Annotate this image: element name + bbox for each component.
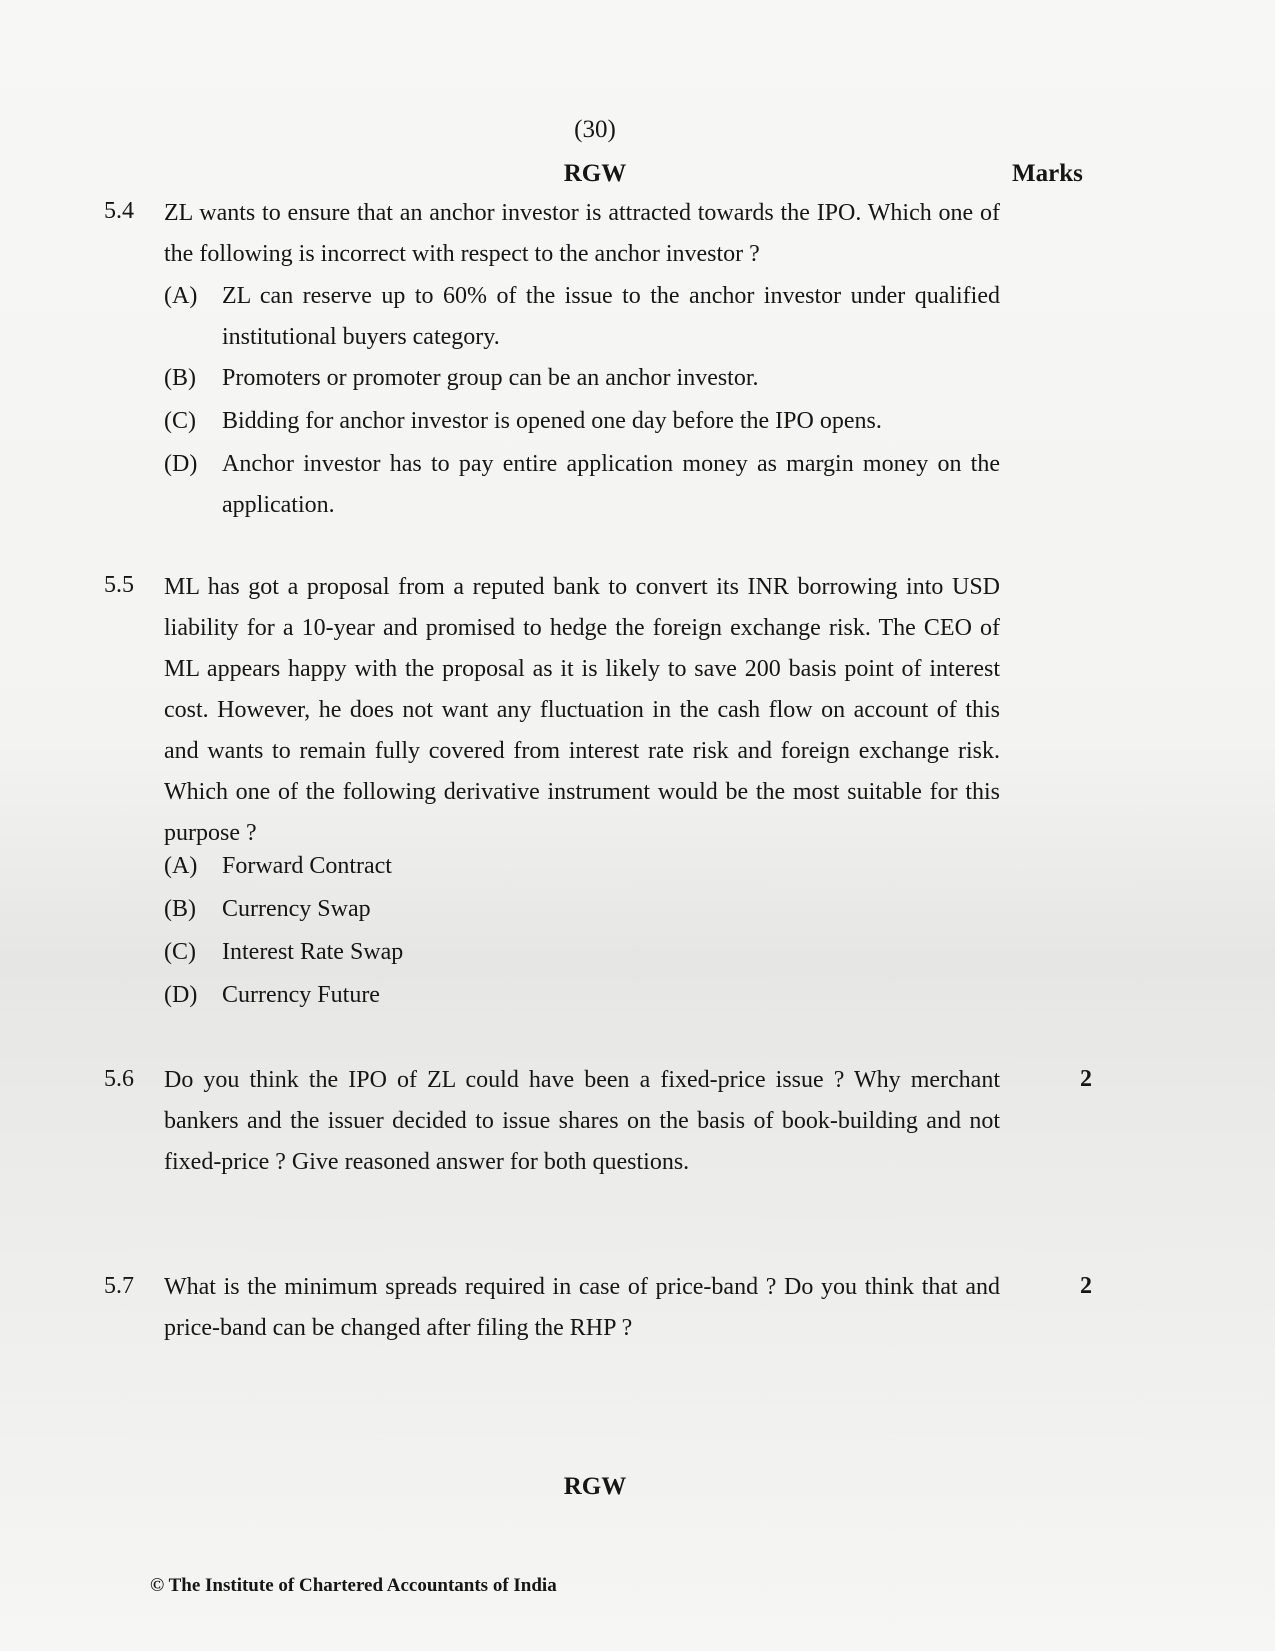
option-text: Bidding for anchor investor is opened one day before the IPO opens. <box>222 408 882 434</box>
option-d <box>164 975 1000 1016</box>
option-text: Currency Swap <box>222 896 371 922</box>
option-text: Interest Rate Swap <box>222 939 404 965</box>
header-code: RGW <box>563 160 627 187</box>
question-number: 5.6 <box>104 1066 134 1092</box>
option-b <box>164 889 1000 930</box>
option-d <box>164 444 1000 526</box>
question-marks: 2 <box>1080 1066 1092 1092</box>
option-a <box>164 846 1000 887</box>
page-number: (30) <box>574 116 616 143</box>
question-number: 5.7 <box>104 1273 134 1299</box>
option-text: Currency Future <box>222 982 380 1008</box>
question-text: Do you think the IPO of ZL could have been a fixed-price issue ? Why merchant bankers and the issuer decided to issue shares on the basis of book-building and not fixed-price ? Give reasoned answer for both questions. <box>164 1067 1000 1175</box>
option-c <box>164 932 1000 973</box>
option-b <box>164 358 1000 399</box>
copyright-notice: © The Institute of Chartered Accountants of India <box>150 1575 557 1596</box>
option-label: (A) <box>164 853 198 879</box>
question-number: 5.4 <box>104 198 134 224</box>
option-label: (B) <box>164 365 196 391</box>
question-marks: 2 <box>1080 1273 1092 1299</box>
option-text: Promoters or promoter group can be an anchor investor. <box>222 365 759 391</box>
option-text: Forward Contract <box>222 853 392 879</box>
option-label: (B) <box>164 896 196 922</box>
option-a <box>164 276 1000 358</box>
option-text: ZL can reserve up to 60% of the issue to the anchor investor under qualified institutional buyers category. <box>222 283 1000 350</box>
option-label: (D) <box>164 982 198 1008</box>
option-label: (D) <box>164 451 198 477</box>
question-text: ML has got a proposal from a reputed bank to convert its INR borrowing into USD liability for a 10-year and promised to hedge the foreign exchange risk. The CEO of ML appears happy with the proposal as it is likely to save 200 basis point of interest cost. However, he does not want any fluctuation in the cash flow on account of this and wants to remain fully covered from interest rate risk and foreign exchange risk. Which one of the following derivative instrument would be the most suitable for this purpose ? <box>164 574 1000 846</box>
footer-code: RGW <box>563 1473 627 1500</box>
option-text: Anchor investor has to pay entire application money as margin money on the application. <box>222 451 1000 518</box>
question-text: ZL wants to ensure that an anchor investor is attracted towards the IPO. Which one of the following is incorrect with respect to the anchor investor ? <box>164 200 1000 267</box>
question-text: What is the minimum spreads required in case of price-band ? Do you think that and price-band can be changed after filing the RHP ? <box>164 1274 1000 1341</box>
option-label: (A) <box>164 283 198 309</box>
marks-column-label: Marks <box>1012 160 1083 187</box>
question-number: 5.5 <box>104 572 134 598</box>
option-c <box>164 401 1000 442</box>
option-label: (C) <box>164 939 196 965</box>
option-label: (C) <box>164 408 196 434</box>
